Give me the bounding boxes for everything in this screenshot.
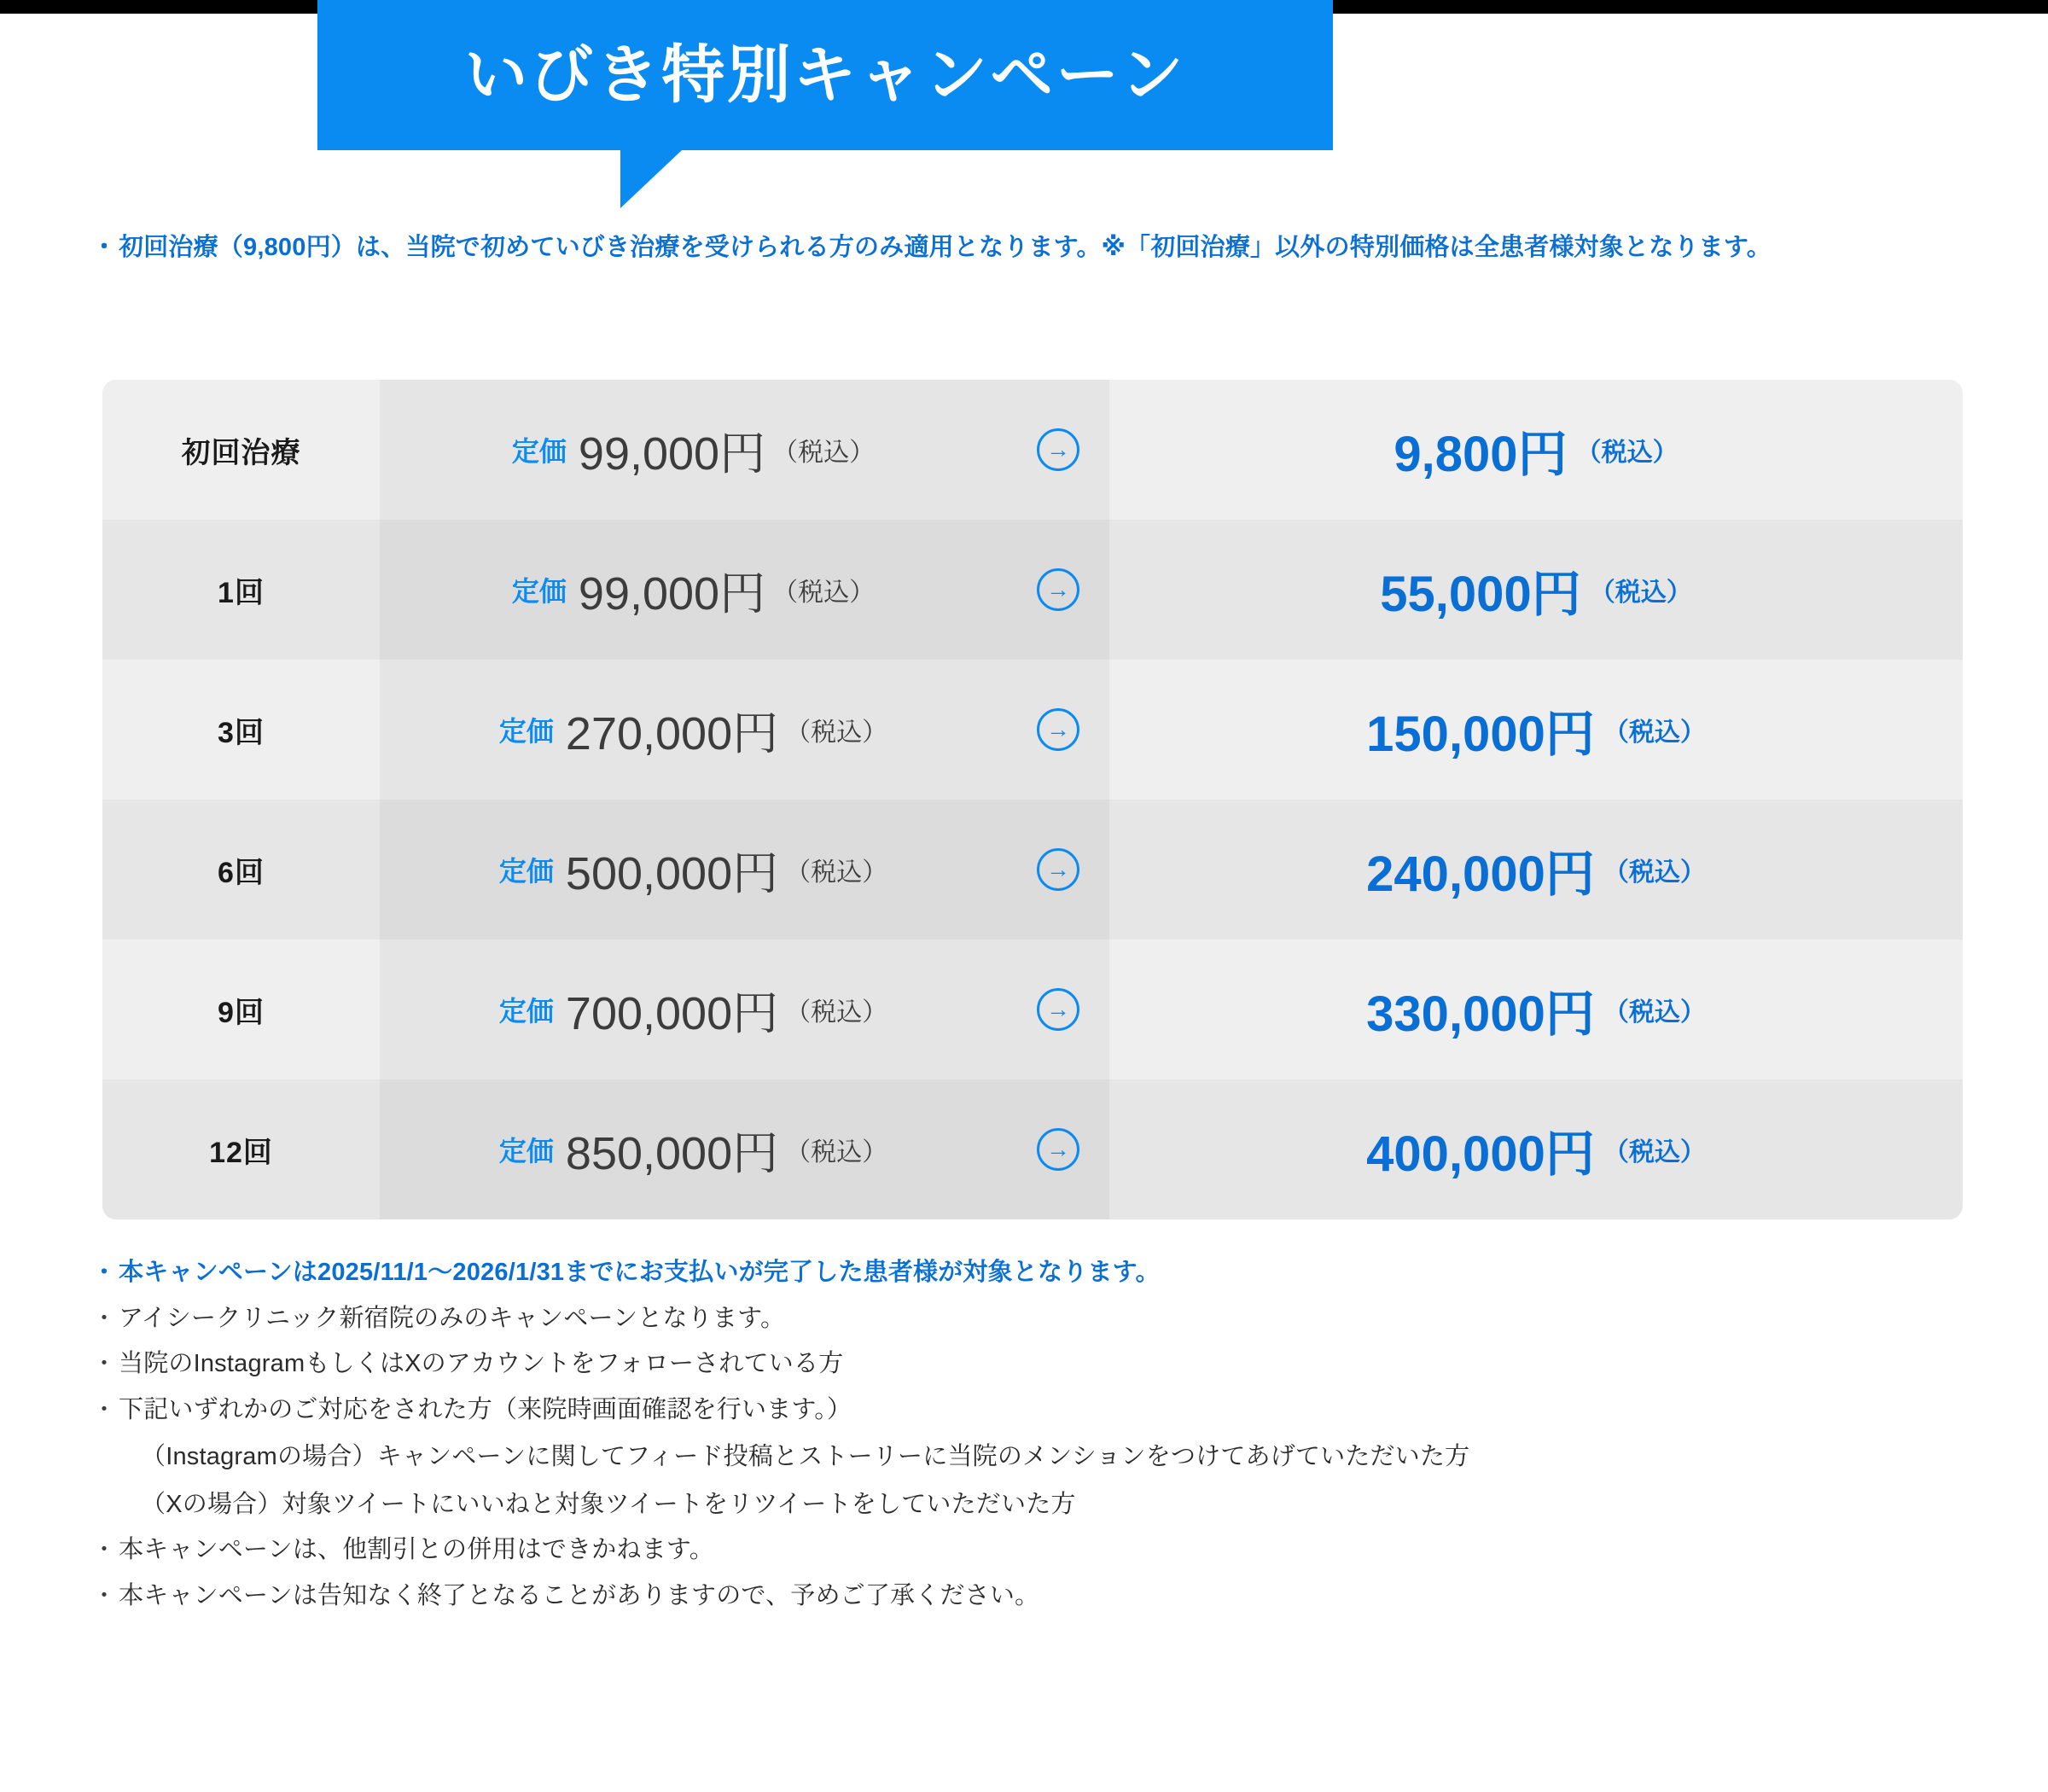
row-arrow-cell [1007,520,1109,660]
arrow-right-icon: → [1037,428,1079,471]
teika-label: 定価 [511,576,567,607]
row-list-price-cell [380,660,1007,800]
row-sale-price-cell [1109,660,1963,800]
bullet-icon: ・ [91,1259,116,1285]
row-list-price-cell [380,940,1007,1079]
campaign-banner [317,0,1333,150]
list-item [90,1346,1967,1383]
row-arrow-cell [1007,660,1109,800]
arrow-right-icon: → [1037,848,1079,891]
list-item [90,229,1967,267]
table-row [102,520,1963,660]
bullet-icon: ・ [91,1350,116,1376]
tax-label: （税込） [785,858,888,887]
row-arrow-cell [1007,940,1109,1079]
row-sale-price: 240,000円 [1366,847,1595,902]
row-list-price-cell [380,380,1007,520]
row-arrow-cell [1007,380,1109,520]
tax-label: （税込） [772,439,876,467]
list-item [90,1254,1967,1292]
row-sale-price-cell [1109,1079,1963,1219]
campaign-banner-body [317,0,1333,150]
bullet-icon: ・ [91,1536,116,1562]
row-sale-price: 150,000円 [1366,707,1595,762]
sale-tax-label: （税込） [1603,998,1706,1027]
teika-label: 定価 [498,856,554,887]
table-row [102,800,1963,940]
teika-label: 定価 [511,436,567,467]
terms-text: 下記いずれかのご対応をされた方（来院時画面確認を行います。） [119,1395,852,1423]
banner-tail-shape [620,150,682,208]
terms-subtext-x: （Xの場合）対象ツイートにいいねと対象ツイートをリツイートをしていただいた方 [141,1490,1076,1518]
table-row [102,940,1963,1079]
arrow-right-icon: → [1037,708,1079,751]
row-list-price: 99,000円 [578,428,766,480]
terms-list [90,1254,1967,1615]
page-title: いびき特別キャンペーン [464,39,1186,110]
row-arrow-cell [1007,800,1109,940]
list-item [90,1300,1967,1338]
terms-text-group [119,1392,1967,1524]
row-sale-price-cell [1109,520,1963,660]
tax-label: （税込） [772,579,876,607]
row-list-price: 500,000円 [565,847,779,899]
teika-label: 定価 [498,716,554,747]
terms-text: 本キャンペーンは2025/11/1〜2026/1/31までにお支払いが完了した患者様が対象となります。 [119,1259,1161,1286]
row-sale-price: 330,000円 [1366,986,1595,1042]
top-notice-list [90,229,1967,267]
row-label: 初回治療 [181,436,301,469]
row-label: 1回 [218,576,265,609]
terms-notes [90,1254,1967,1623]
table-row [102,380,1963,520]
row-sale-price: 9,800円 [1393,427,1568,482]
bullet-icon: ・ [91,1395,116,1423]
row-list-price: 850,000円 [565,1127,779,1179]
sale-tax-label: （税込） [1603,719,1706,747]
bullet-icon: ・ [91,1581,116,1609]
row-label: 3回 [218,716,265,749]
tax-label: （税込） [785,1138,888,1167]
row-list-price-cell [380,800,1007,940]
row-sale-price-cell [1109,800,1963,940]
row-label: 9回 [218,996,265,1029]
terms-text: アイシークリニック新宿院のみのキャンペーンとなります。 [119,1304,786,1332]
list-item [90,1392,1967,1524]
row-sale-price-cell [1109,380,1963,520]
sale-tax-label: （税込） [1603,1138,1706,1167]
arrow-right-icon: → [1037,568,1079,611]
bullet-icon: ・ [91,1304,116,1331]
top-notice-text: 初回治療（9,800円）は、当院で初めていびき治療を受けられる方のみ適用となります。※「初回治療」以外の特別価格は全患者様対象となります。 [119,234,1772,261]
row-arrow-cell [1007,1079,1109,1219]
row-list-price-cell [380,1079,1007,1219]
row-sale-price: 400,000円 [1366,1126,1595,1182]
row-list-price-cell [380,520,1007,660]
list-item [90,1578,1967,1615]
teika-label: 定価 [498,1136,554,1167]
arrow-right-icon: → [1037,1128,1079,1171]
terms-subtext-instagram: （Instagramの場合）キャンペーンに関してフィード投稿とストーリーに当院のメンションをつけてあげていただいた方 [141,1443,1470,1470]
price-table [102,380,1963,1219]
row-label: 12回 [209,1136,273,1169]
tax-label: （税込） [785,719,888,747]
bullet-icon: ・ [91,234,117,261]
tax-label: （税込） [785,998,888,1027]
row-list-price: 270,000円 [565,707,779,759]
terms-text: 当院のInstagramもしくはXのアカウントをフォローされている方 [119,1350,844,1377]
teika-label: 定価 [498,996,554,1027]
sale-tax-label: （税込） [1589,579,1692,607]
sale-tax-label: （税込） [1575,439,1679,467]
row-sale-price-cell [1109,940,1963,1079]
terms-text: 本キャンペーンは告知なく終了となることがありますので、予めご了承ください。 [119,1581,1040,1609]
row-label: 6回 [218,856,265,889]
terms-text: 本キャンペーンは、他割引との併用はできかねます。 [119,1536,714,1563]
list-item [90,1532,1967,1569]
table-row [102,1079,1963,1219]
arrow-right-icon: → [1037,988,1079,1031]
top-notice [90,229,1967,271]
row-list-price: 700,000円 [565,987,779,1039]
table-row [102,660,1963,800]
row-list-price: 99,000円 [578,567,766,620]
sale-tax-label: （税込） [1603,858,1706,887]
row-sale-price: 55,000円 [1380,567,1581,622]
